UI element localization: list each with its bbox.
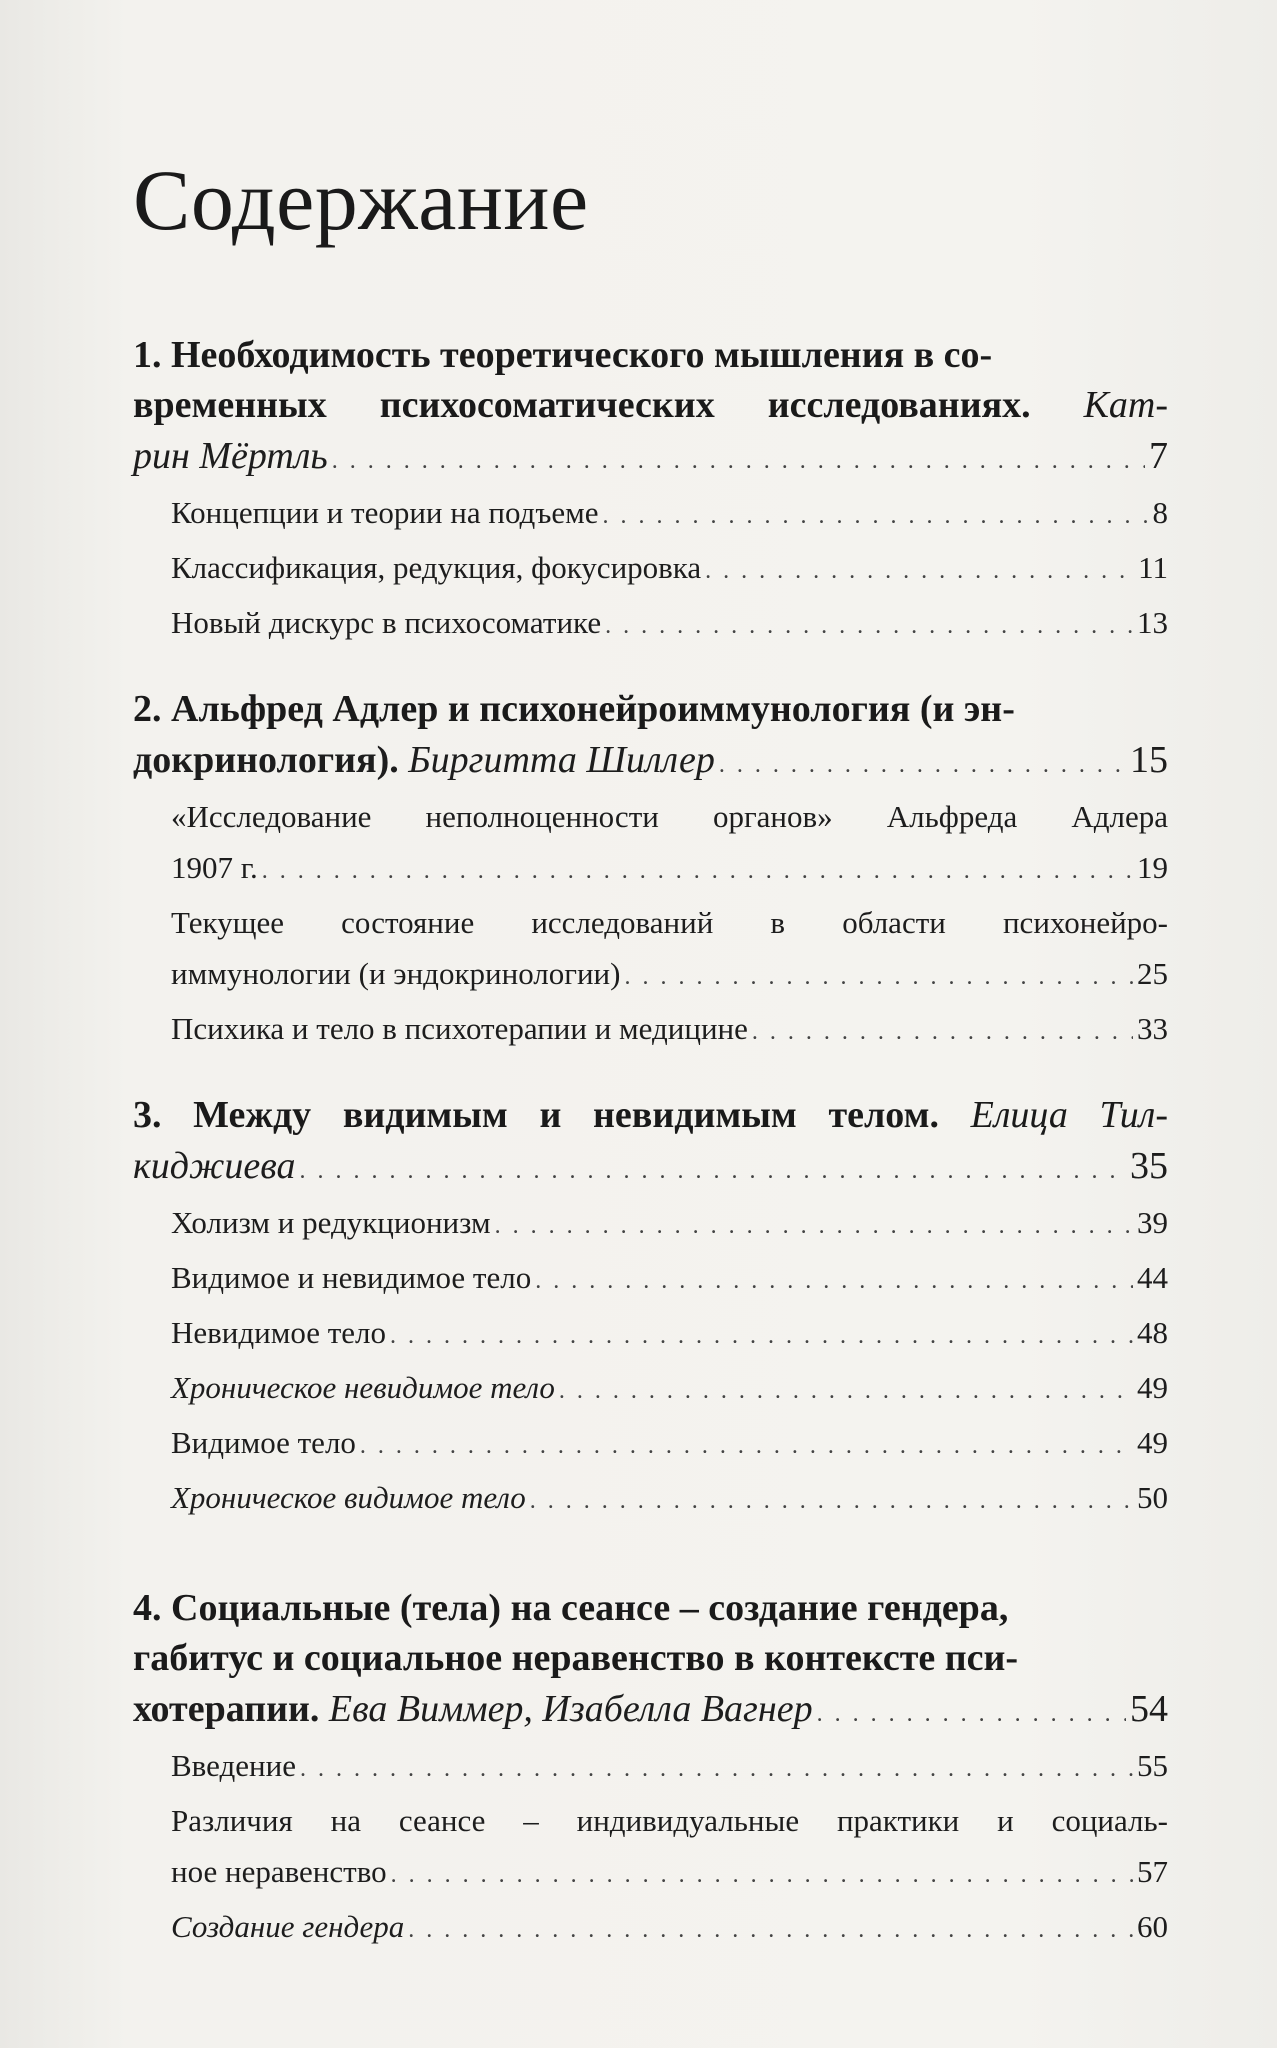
- toc-entry[interactable]: Различия на сеансе – индивидуальные практики и социаль- ное неравенство . . . 57: [133, 1795, 1168, 1901]
- chapter-entry-line[interactable]: [133, 430, 1168, 487]
- chapter-entry-line[interactable]: хотерапии. Ева Виммер, Изабелла Вагнер . . . 54: [133, 1683, 1168, 1740]
- chapter-author: рин Мёртль: [133, 435, 328, 477]
- toc-entry[interactable]: Невидимое тело . . . 48: [171, 1307, 1168, 1362]
- chapter-entry-line[interactable]: докринология). Биргитта Шиллер . . . 15: [133, 734, 1168, 791]
- chapter-heading: 4. Социальные (тела) на сеансе – создание гендера, габитус и социальное неравенство в контексте пси-: [133, 1587, 1019, 1679]
- toc-entry[interactable]: Концепции и теории на подъеме . . . 8: [171, 487, 1168, 542]
- chapter-3: [133, 1090, 1168, 1527]
- chapter-entry-line[interactable]: киджиева . . . 35: [133, 1140, 1168, 1197]
- chapter-2: [133, 684, 1168, 1058]
- toc-entry[interactable]: Классификация, редукция, фокусировка . . . 11: [171, 542, 1168, 597]
- toc-entry[interactable]: Психика и тело в психотерапии и медицине . . . 33: [171, 1003, 1168, 1058]
- chapter-4: [133, 1583, 1168, 1956]
- toc-entry[interactable]: Создание гендера . . . 60: [171, 1901, 1168, 1956]
- page-title: Содержание: [133, 151, 589, 248]
- toc-entry[interactable]: Видимое и невидимое тело . . . 44: [171, 1252, 1168, 1307]
- chapter-1: [133, 330, 1168, 652]
- chapter-heading: 2. Альфред Адлер и психонейроиммунология (и эн-: [133, 688, 1015, 730]
- toc-entry[interactable]: Холизм и редукционизм . . . 39: [171, 1197, 1168, 1252]
- toc-entry[interactable]: Новый дискурс в психосоматике . . . 13: [171, 597, 1168, 652]
- page-number: 7: [1149, 435, 1168, 477]
- chapter-heading: 1. Необходимость теоретического мышления в со- временных психосоматических исследованиях. Кат-: [133, 334, 1168, 426]
- leader-dots: [332, 435, 1145, 487]
- toc-entry[interactable]: Видимое тело . . . 49: [171, 1417, 1168, 1472]
- chapter-author: Ева Виммер, Изабелла Вагнер: [328, 1688, 813, 1730]
- toc-entry[interactable]: Хроническое видимое тело . . . 50: [171, 1472, 1168, 1527]
- chapter-heading: 3. Между видимым и невидимым телом. Елица Тил-: [133, 1094, 1168, 1136]
- table-of-contents: [133, 330, 1168, 1956]
- toc-entry[interactable]: «Исследование неполноценности органов» Альфреда Адлера 1907 г. . . . 19: [133, 791, 1168, 897]
- toc-entry[interactable]: Введение . . . 55: [171, 1740, 1168, 1795]
- chapter-author: киджиева: [133, 1145, 296, 1187]
- toc-entry[interactable]: Текущее состояние исследований в области психонейро- иммунологии (и эндокринологии) . . . 25: [133, 897, 1168, 1003]
- toc-entry[interactable]: Хроническое невидимое тело . . . 49: [171, 1362, 1168, 1417]
- chapter-author: Биргитта Шиллер: [408, 739, 715, 781]
